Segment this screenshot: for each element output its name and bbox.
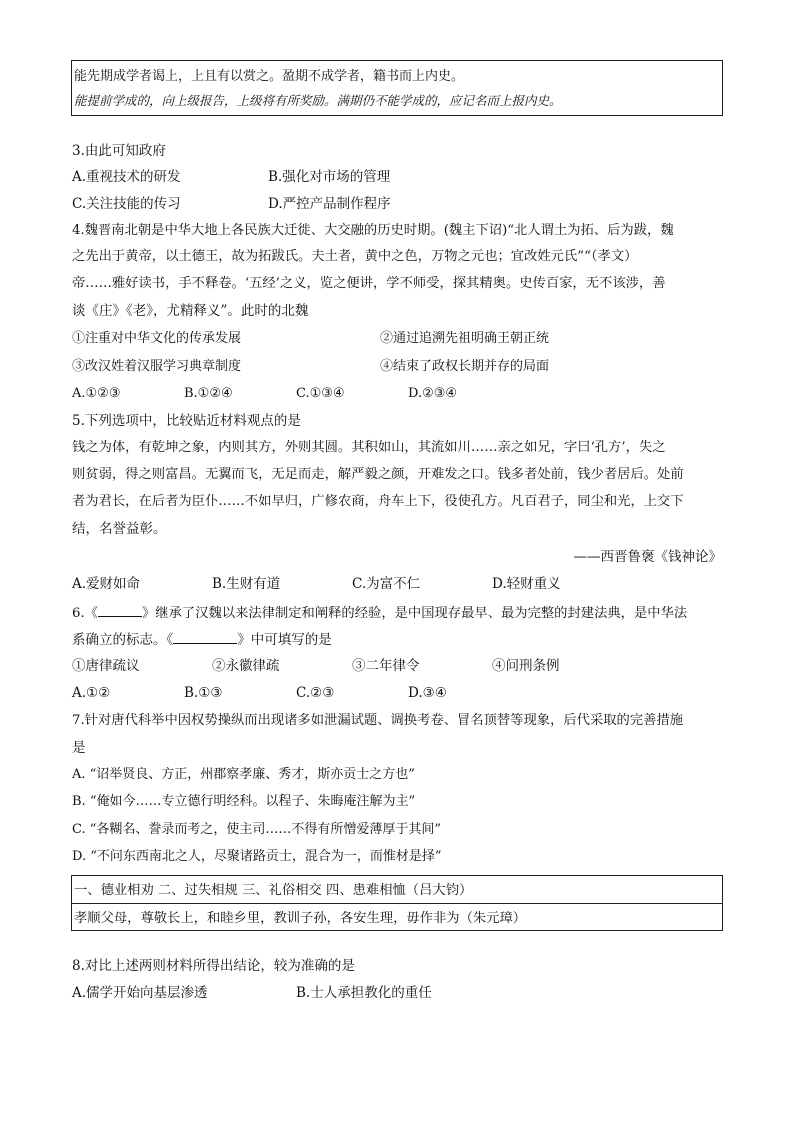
q7-line-1: 7.针对唐代科举中因权势操纵而出现诸多如泄漏试题、调换考卷、冒名顶替等现象，后代采取的完善措施 [72,713,684,728]
q3-option-b: B.强化对市场的管理 [268,169,391,185]
q8-stem: 8.对比上述两则材料所得出结论，较为准确的是 [72,958,355,974]
quote-box-2-divider [72,903,722,904]
q6-option-a: A.①② [72,685,111,701]
q4-item-3: ③改汉姓着汉服学习典章制度 [72,359,242,374]
quote-box-1-row-2: 能提前学成的，向上级报告，上级将有所奖励。满期仍不能学成的，应记名而上报内史。 [74,93,562,108]
q6-blank-2 [173,629,237,644]
q6-option-d: D.③④ [408,685,447,701]
q4-option-a: A.①②③ [72,386,121,401]
q4-item-4: ④结束了政权长期并存的局面 [380,359,550,374]
q8-option-b: B.士人承担教化的重任 [296,985,432,1001]
q6-item-1: ①唐律疏议 [72,658,140,674]
q6-option-b: B.①③ [184,685,223,701]
q6-prefix: 6.《 [72,606,98,621]
q4-item-2: ②通过追溯先祖明确王朝正统 [380,331,550,346]
q5-option-b: B.生财有道 [212,576,281,592]
q6-stem: 》继承了汉魏以来法律制定和阐释的经验，是中国现存最早、最为完整的封建法典，是中华法 [141,606,688,621]
quote-box-1 [71,60,723,116]
q5-material-line-3: 者为君长，在后者为臣仆……不如早归，广修农商，舟车上下，役使孔方。凡百君子，同尘和光，上交下 [72,494,684,509]
q6-line-2-prefix: 系确立的标志。《 [72,632,174,648]
q7-option-c: C. “各糊名、誊录而考之，使主司……不得有所憎爱薄厚于其间” [72,822,442,837]
q6-item-3: ③二年律令 [352,658,420,674]
q6-option-c: C.②③ [296,685,335,701]
quote-box-1-row-1: 能先期成学者谒上，上且有以赏之。盈期不成学者，籍书而上内史。 [74,69,465,84]
q4-line-2: 之先出于黄帝，以土德王，故为拓跋氏。夫土者，黄中之色，万物之元也；宜改姓元氏”“（孝文） [72,249,638,264]
q5-stem: 5.下列选项中，比较贴近材料观点的是 [72,413,301,429]
q4-line-1: 4.魏晋南北朝是中华大地上各民族大迁徙、大交融的历史时期。(魏主下诏)“北人谓土为拓、后为跋，魏 [72,223,674,238]
q4-option-d: D.②③④ [408,386,458,401]
q4-option-b: B.①②④ [184,386,233,401]
q5-material-line-1: 钱之为体，有乾坤之象，内则其方，外则其圆。其积如山，其流如川……亲之如兄，字曰‘孔方’，失之 [72,440,666,455]
q4-option-c: C.①③④ [296,386,345,401]
q6-blank-1 [98,602,142,617]
q7-option-b: B. “俺如今……专立德行明经科。以程子、朱晦庵注解为主” [72,794,416,809]
q5-source: ——西晋鲁褒《钱神论》 [573,549,722,565]
q6-item-4: ④问刑条例 [492,658,560,674]
q6-line-1 [72,602,724,624]
q5-material-line-2: 则贫弱，得之则富昌。无翼而飞，无足而走，解严毅之颜，开难发之口。钱多者处前，钱少者居后。处前 [72,467,684,482]
quote-box-2 [71,875,723,931]
q7-option-d: D. “不问东西南北之人，尽聚诸路贡士，混合为一，而惟材是择” [72,849,442,864]
q6-line-2 [72,629,724,650]
q3-option-d: D.严控产品制作程序 [268,196,391,212]
q8-option-a: A.儒学开始向基层渗透 [72,985,208,1001]
quote-box-2-row-2: 孝顺父母，尊敬长上，和睦乡里，教训子孙，各安生理，毋作非为（朱元璋） [74,911,527,926]
q6-line-2-suffix: 》中可填写的是 [237,632,332,648]
q6-item-2: ②永徽律疏 [212,658,280,674]
q7-line-2: 是 [72,740,86,756]
q5-option-d: D.轻财重义 [492,576,561,592]
q3-stem: 3.由此可知政府 [72,143,166,159]
q3-option-c: C.关注技能的传习 [72,196,181,212]
q4-item-1: ①注重对中华文化的传承发展 [72,331,242,346]
q7-option-a: A. “诏举贤良、方正，州郡察孝廉、秀才，斯亦贡士之方也” [72,767,415,782]
q5-option-a: A.爱财如命 [72,576,141,592]
q4-line-3: 帝……雅好读书，手不释卷。‘五经’之义，览之便讲，学不师受，探其精奥。史传百家，无不该涉，善 [72,276,666,291]
q5-material-line-4: 结，名誉益彰。 [72,521,167,537]
quote-box-2-row-1: 一、德业相劝 二、过失相规 三、礼俗相交 四、患难相恤（吕大钧） [74,883,473,898]
q3-option-a: A.重视技术的研发 [72,169,181,185]
q4-line-4: 谈《庄》《老》，尤精释义”。此时的北魏 [72,303,309,319]
q5-option-c: C.为富不仁 [352,576,421,592]
